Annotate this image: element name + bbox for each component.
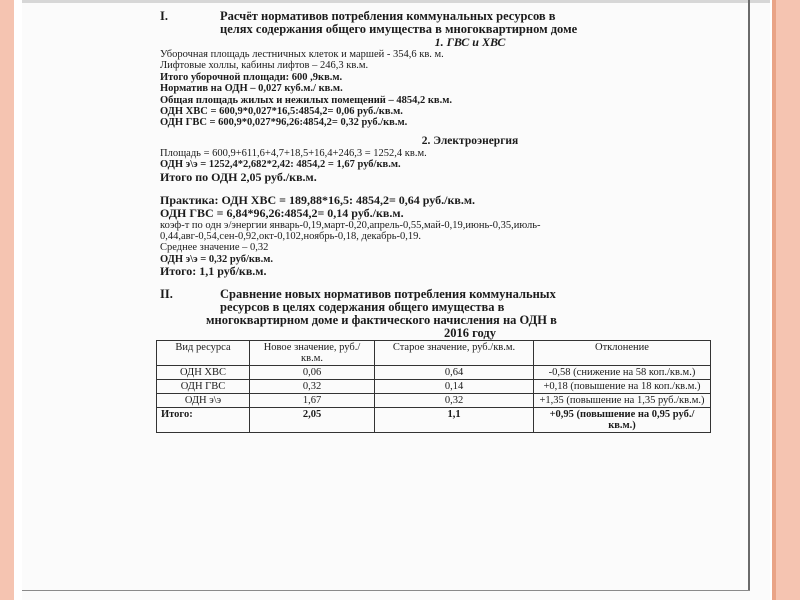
left-frame-border: [0, 0, 14, 600]
page-right-edge: [748, 0, 750, 590]
text-line: ОДН э\э = 1252,4*2,682*2,42: 4854,2 = 1,67 руб/кв.м.: [160, 159, 401, 171]
table-header-cell: Старое значение, руб./кв.м.: [375, 341, 534, 366]
subsection1-title: 1. ГВС и ХВС: [434, 35, 506, 49]
section2-title-line2: ресурсов в целях содержания общего имущества в: [220, 300, 505, 315]
page-bottom-edge: [22, 590, 750, 591]
table-cell: ОДН э\э: [157, 394, 250, 408]
text-line: Практика: ОДН ХВС = 189,88*16,5: 4854,2= 0,64 руб./кв.м.: [160, 192, 476, 207]
table-header-cell: Отклонение: [534, 341, 711, 366]
section1-title-line2: целях содержания общего имущества в многоквартирном доме: [220, 22, 578, 36]
table-header-cell: Новое значение, руб./кв.м.: [250, 341, 375, 366]
text-line: ОДН ГВС = 600,9*0,027*96,26:4854,2= 0,32 руб./кв.м.: [160, 117, 408, 129]
right-frame-border: [776, 0, 800, 600]
page-top-edge: [22, 0, 770, 3]
table-cell: +0,18 (повышение на 18 коп./кв.м.): [534, 380, 711, 394]
table-header-cell: Вид ресурса: [157, 341, 250, 366]
section2-title-line1: Сравнение новых нормативов потребления коммунальных: [220, 287, 556, 302]
table-cell: +1,35 (повышение на 1,35 руб./кв.м.): [534, 394, 711, 408]
text-line: Среднее значение – 0,32: [160, 242, 269, 254]
comparison-table: [156, 340, 711, 433]
table-cell: ОДН ГВС: [157, 380, 250, 394]
text-line: Уборочная площадь лестничных клеток и маршей - 354,6 кв. м.: [160, 49, 444, 60]
table-row: [157, 366, 711, 380]
table-row: [157, 380, 711, 394]
table-cell: 0,32: [250, 380, 375, 394]
text-line: Итого уборочной площади: 600 ,9кв.м.: [160, 71, 343, 83]
left-frame-gap: [14, 0, 18, 600]
text-line: ОДН э\э = 0,32 руб/кв.м.: [160, 253, 273, 265]
section2-title-line4: 2016 году: [444, 326, 496, 341]
table-cell: 1,67: [250, 394, 375, 408]
table-total-row: [157, 408, 711, 433]
text-line: Общая площадь жилых и нежилых помещений – 4854,2 кв.м.: [160, 94, 452, 106]
text-line: ОДН ХВС = 600,9*0,027*16,5:4854,2= 0,06 руб./кв.м.: [160, 106, 403, 118]
text-line: Лифтовые холлы, кабины лифтов – 246,3 кв.м.: [160, 60, 369, 72]
section1-number: I.: [160, 9, 168, 23]
text-line: Норматив на ОДН – 0,027 куб.м./ кв.м.: [160, 83, 343, 95]
table-cell: 0,64: [375, 366, 534, 380]
table-cell: 0,14: [375, 380, 534, 394]
section2-title-line3: многоквартирном доме и фактического начисления на ОДН в: [206, 313, 557, 328]
section2-number: II.: [160, 287, 173, 302]
table-cell: ОДН ХВС: [157, 366, 250, 380]
text-line: Итого по ОДН 2,05 руб./кв.м.: [160, 169, 317, 184]
document-text: [160, 10, 720, 433]
section1-title-line1: Расчёт нормативов потребления коммунальных ресурсов в: [220, 9, 556, 23]
table-header-row: [157, 341, 711, 366]
text-line: 0,44,авг-0,54,сен-0,92,окт-0,102,ноябрь-0,18, декабрь-0,19.: [160, 231, 422, 243]
text-line: коэф-т по одн э/энергии январь-0,19,март-0,20,апрель-0,55,май-0,19,июнь-0,35,июль-: [160, 219, 541, 231]
table-cell: 2,05: [250, 408, 375, 433]
table-row: [157, 394, 711, 408]
table-cell: +0,95 (повышение на 0,95 руб./кв.м.): [534, 408, 711, 433]
table-cell: 0,06: [250, 366, 375, 380]
text-line: Итого: 1,1 руб/кв.м.: [160, 264, 267, 279]
text-line: ОДН ГВС = 6,84*96,26:4854,2= 0,14 руб./кв.м.: [160, 205, 404, 220]
subsection2-title: 2. Электроэнергия: [421, 134, 519, 147]
table-cell: 0,32: [375, 394, 534, 408]
table-cell: 1,1: [375, 408, 534, 433]
text-line: Площадь = 600,9+611,6+4,7+18,5+16,4+246,3 = 1252,4 кв.м.: [160, 147, 427, 159]
table-cell: -0,58 (снижение на 58 коп./кв.м.): [534, 366, 711, 380]
table-cell: Итого:: [157, 408, 250, 433]
